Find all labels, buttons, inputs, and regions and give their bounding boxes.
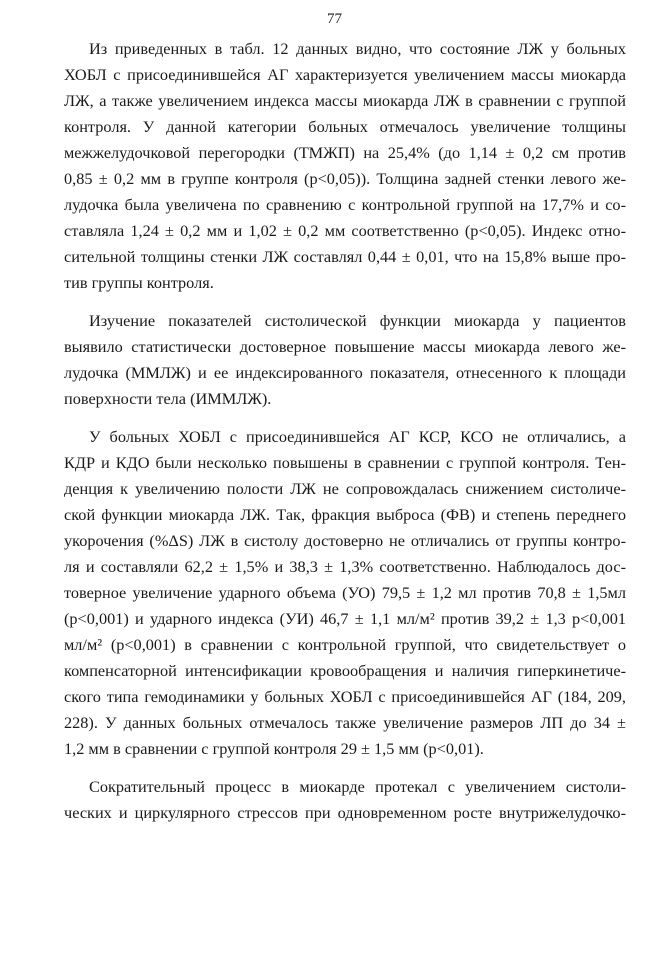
text-line: тив группы контроля. bbox=[64, 273, 214, 292]
text-line: ческих и циркулярного стрессов при одновременном росте внутрижелудочко- bbox=[64, 803, 626, 822]
text-line: поверхности тела (ИММЛЖ). bbox=[64, 389, 272, 408]
text-line: лудочка (ММЛЖ) и ее индексированного показателя, отнесенного к площади bbox=[64, 363, 626, 382]
text-line: товерное увеличение ударного объема (УО) 79,5 ± 1,2 мл против 70,8 ± 1,5мл bbox=[64, 583, 626, 602]
text-line: денция к увеличению полости ЛЖ не сопровождалась снижением систоличе- bbox=[64, 479, 626, 498]
text-line: ской функции миокарда ЛЖ. Так, фракция выброса (ФВ) и степень переднего bbox=[64, 505, 626, 524]
text-line: ского типа гемодинамики у больных ХОБЛ с присоединившейся АГ (184, 209, bbox=[64, 687, 626, 706]
text-line: Сократительный процесс в миокарде протекал с увеличением систоли- bbox=[89, 777, 626, 796]
text-line: 0,85 ± 0,2 мм в группе контроля (р<0,05)). Толщина задней стенки левого же- bbox=[64, 169, 626, 188]
text-line: Из приведенных в табл. 12 данных видно, что состояние ЛЖ у больных bbox=[89, 39, 626, 58]
paragraph-spacer bbox=[64, 412, 626, 424]
paragraph-2 bbox=[64, 308, 626, 412]
body-text bbox=[64, 36, 626, 826]
text-line: мл/м² (р<0,001) в сравнении с контрольной группой, что свидетельствует о bbox=[64, 635, 626, 654]
text-line: компенсаторной интенсификации кровообращения и наличия гиперкинетиче- bbox=[64, 661, 626, 680]
text-line: выявило статистически достоверное повышение массы миокарда левого же- bbox=[64, 337, 626, 356]
paragraph-1 bbox=[64, 36, 626, 296]
text-line: межжелудочковой перегородки (ТМЖП) на 25,4% (до 1,14 ± 0,2 см против bbox=[64, 143, 626, 162]
text-line: ХОБЛ с присоединившейся АГ характеризуется увеличением массы миокарда bbox=[64, 65, 626, 84]
text-line: (р<0,001) и ударного индекса (УИ) 46,7 ± 1,1 мл/м² против 39,2 ± 1,3 р<0,001 bbox=[64, 609, 626, 628]
text-line: ЛЖ, а также увеличением индекса массы миокарда ЛЖ в сравнении с группой bbox=[64, 91, 626, 110]
text-line: сительной толщины стенки ЛЖ составлял 0,44 ± 0,01, что на 15,8% выше про- bbox=[64, 247, 626, 266]
text-line: 1,2 мм в сравнении с группой контроля 29 ± 1,5 мм (р<0,01). bbox=[64, 739, 484, 758]
page-number: 77 bbox=[327, 11, 342, 27]
text-line: лудочка была увеличена по сравнению с контрольной группой на 17,7% и со- bbox=[64, 195, 626, 214]
text-line: КДР и КДО были несколько повышены в сравнении с группой контроля. Тен- bbox=[64, 453, 626, 472]
text-line: ставляла 1,24 ± 0,2 мм и 1,02 ± 0,2 мм соответственно (р<0,05). Индекс отно- bbox=[64, 221, 626, 240]
paragraph-spacer bbox=[64, 296, 626, 308]
paragraph-3 bbox=[64, 424, 626, 762]
text-line: У больных ХОБЛ с присоединившейся АГ КСР, КСО не отличались, а bbox=[89, 427, 626, 446]
text-line: контроля. У данной категории больных отмечалось увеличение толщины bbox=[64, 117, 626, 136]
paragraph-spacer bbox=[64, 762, 626, 774]
text-line: 228). У данных больных отмечалось также увеличение размеров ЛП до 34 ± bbox=[64, 713, 626, 732]
text-line: Изучение показателей систолической функции миокарда у пациентов bbox=[89, 311, 626, 330]
paragraph-4 bbox=[64, 774, 626, 826]
text-line: укорочения (%ΔS) ЛЖ в систолу достоверно не отличались от группы контро- bbox=[64, 531, 626, 550]
text-line: ля и составляли 62,2 ± 1,5% и 38,3 ± 1,3% соответственно. Наблюдалось дос- bbox=[64, 557, 626, 576]
